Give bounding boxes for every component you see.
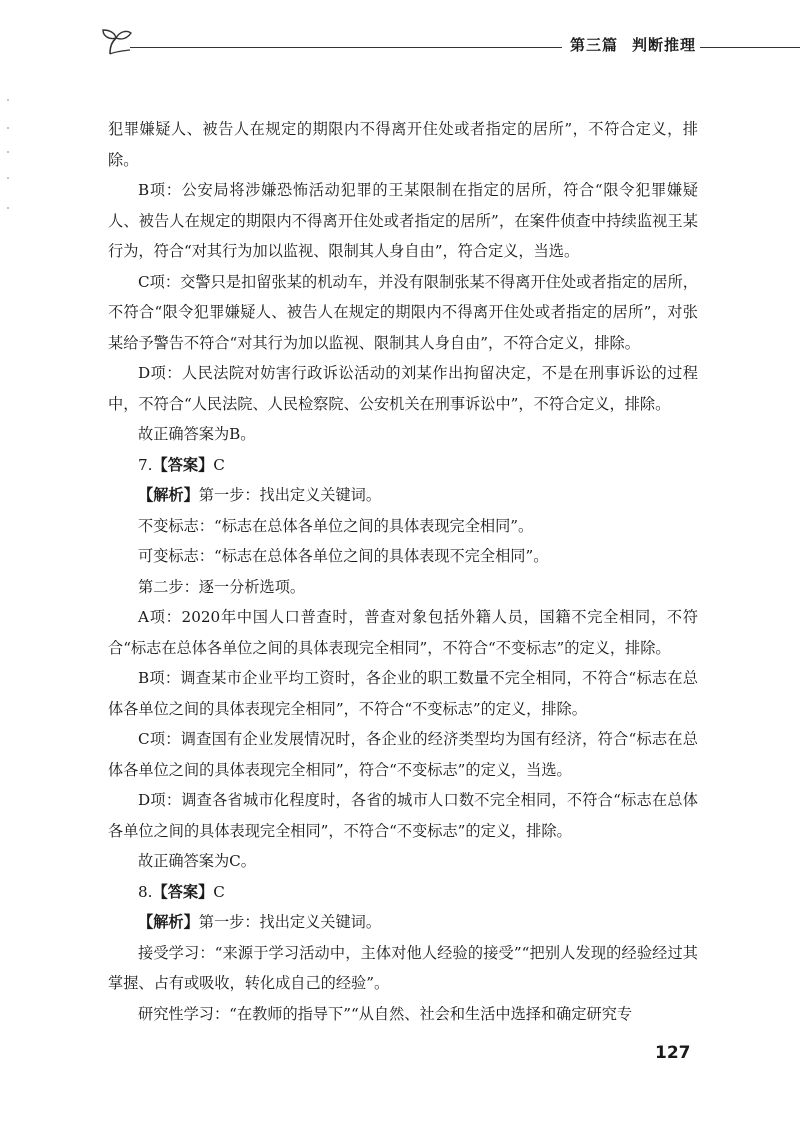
paragraph-p14	[108, 785, 698, 846]
paragraph-text: C	[213, 882, 225, 901]
paragraph-p18	[108, 938, 698, 999]
header-part: 第三篇	[570, 36, 619, 54]
paragraph-text: 第二步：逐一分析选项。	[138, 577, 306, 596]
paragraph-text: 可变标志：“标志在总体各单位之间的具体表现不完全相同”。	[138, 547, 549, 565]
paragraph-p15	[108, 846, 698, 877]
paragraph-text: C	[213, 455, 225, 474]
section-tag: 【答案】	[152, 455, 214, 474]
header-rule-right	[700, 47, 800, 48]
paragraph-p17	[108, 907, 698, 938]
paragraph-p08	[108, 511, 698, 542]
paragraph-text: A项：2020年中国人口普查时，普查对象包括外籍人员，国籍不完全相同，不符合“标志在总体各单位之间的具体表现完全相同”，不符合“不变标志”的定义，排除。	[108, 608, 698, 657]
paragraph-p02	[108, 175, 698, 267]
margin-marks	[6, 90, 10, 220]
running-header	[100, 26, 800, 66]
paragraph-text: 第一步：找出定义关键词。	[198, 913, 381, 931]
paragraph-p12	[108, 663, 698, 724]
paragraph-p03	[108, 267, 698, 359]
paragraph-p05	[108, 419, 698, 450]
paragraph-text: C项：调查国有企业发展情况时，各企业的经济类型均为国有经济，符合“标志在总体各单位之间的具体表现完全相同”，符合“不变标志”的定义，当选。	[108, 730, 698, 779]
paragraph-p10	[108, 572, 698, 603]
paragraph-p04	[108, 358, 698, 419]
answer-number: 7.	[138, 455, 153, 474]
paragraph-text: 故正确答案为B。	[138, 425, 256, 443]
header-section: 判断推理	[632, 36, 697, 54]
paragraph-text: 犯罪嫌疑人、被告人在规定的期限内不得离开住处或者指定的居所”，不符合定义，排除。	[108, 120, 698, 169]
section-tag: 【解析】	[138, 486, 199, 504]
paragraph-text: C项：交警只是扣留张某的机动车，并没有限制张某不得离开住处或者指定的居所，不符合“限令犯罪嫌疑人、被告人在规定的期限内不得离开住处或者指定的居所”，对张某给予警告不符合“对其行为加以监视、限制其人身自由”，不符合定义，排除。	[108, 272, 698, 352]
section-tag: 【解析】	[138, 913, 199, 931]
header-rule-left	[130, 47, 578, 48]
paragraph-text: 接受学习：“来源于学习活动中，主体对他人经验的接受”“把别人发现的经验经过其掌握、占有或吸收，转化成自己的经验”。	[108, 943, 698, 992]
answer-number: 8.	[138, 882, 153, 901]
header-title	[562, 34, 704, 55]
paragraph-text: 故正确答案为C。	[138, 852, 256, 870]
paragraph-p13	[108, 724, 698, 785]
paragraph-text: 不变标志：“标志在总体各单位之间的具体表现完全相同”。	[138, 516, 534, 535]
paragraph-p16	[108, 877, 698, 908]
paragraph-text: D项：人民法院对妨害行政诉讼活动的刘某作出拘留决定，不是在刑事诉讼的过程中，不符合“人民法院、人民检察院、公安机关在刑事诉讼中”，不符合定义，排除。	[108, 364, 698, 413]
section-tag: 【答案】	[152, 882, 214, 901]
sprout-icon	[100, 28, 134, 58]
paragraph-p07	[108, 480, 698, 511]
paragraph-text: D项：调查各省城市化程度时，各省的城市人口数不完全相同，不符合“标志在总体各单位之间的具体表现完全相同”，不符合“不变标志”的定义，排除。	[108, 791, 698, 840]
paragraph-p19	[108, 999, 698, 1030]
page-number: 127	[655, 1043, 691, 1063]
paragraph-p01	[108, 114, 698, 175]
paragraph-p06	[108, 450, 698, 481]
paragraph-text: B项：调查某市企业平均工资时，各企业的职工数量不完全相同，不符合“标志在总体各单位之间的具体表现完全相同”，不符合“不变标志”的定义，排除。	[108, 669, 698, 718]
paragraph-p11	[108, 602, 698, 663]
page-body	[108, 114, 698, 1029]
paragraph-text: 研究性学习：“在教师的指导下”“从自然、社会和生活中选择和确定研究专	[138, 1004, 633, 1023]
paragraph-text: B项：公安局将涉嫌恐怖活动犯罪的王某限制在指定的居所，符合“限令犯罪嫌疑人、被告人在规定的期限内不得离开住处或者指定的居所”，在案件侦查中持续监视王某行为，符合“对其行为加以监视、限制其人身自由”，符合定义，当选。	[108, 181, 698, 260]
paragraph-p09	[108, 541, 698, 572]
paragraph-text: 第一步：找出定义关键词。	[198, 486, 381, 504]
